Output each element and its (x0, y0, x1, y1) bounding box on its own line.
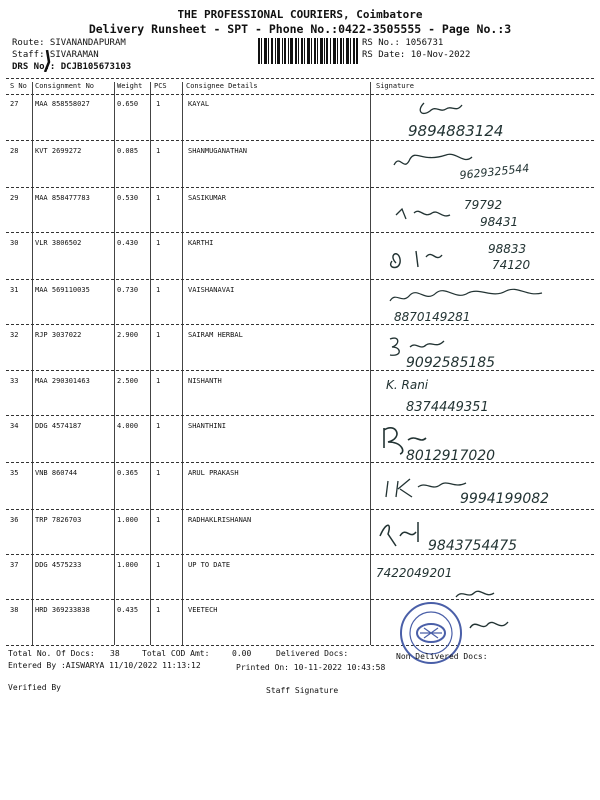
signature-row-27 (376, 97, 592, 141)
svg-text:98833: 98833 (488, 242, 527, 256)
pen-mark (40, 50, 54, 72)
row-sno: 28 (10, 147, 19, 155)
svg-text:8012917020: 8012917020 (406, 448, 496, 462)
row-consignee: SASIKUMAR (188, 194, 226, 202)
row-sno: 37 (10, 561, 19, 569)
barcode (258, 38, 358, 64)
svg-text:74120: 74120 (492, 258, 531, 272)
staff-label: Staff: SIVARAMAN (12, 50, 99, 60)
row-consignment: MAA 858558027 (35, 100, 90, 108)
row-pcs: 1 (156, 331, 161, 339)
row-consignee: KAYAL (188, 100, 210, 108)
verified-by: Verified By (8, 683, 61, 692)
svg-text:9092585185: 9092585185 (406, 355, 496, 371)
row-consignment: HRD 369233838 (35, 606, 90, 614)
row-weight: 0.085 (117, 147, 139, 155)
row-rule (6, 187, 594, 188)
signature-row-32 (376, 327, 592, 371)
row-sno: 33 (10, 377, 19, 385)
row-consignment: KVT 2699272 (35, 147, 82, 155)
row-sno: 31 (10, 286, 19, 294)
row-rule (6, 509, 594, 510)
signature-row-31 (376, 281, 592, 325)
row-rule (6, 462, 594, 463)
total-docs-value: 38 (110, 649, 120, 658)
row-consignee: NISHANTH (188, 377, 222, 385)
row-weight: 0.730 (117, 286, 139, 294)
row-sno: 34 (10, 422, 19, 430)
row-weight: 1.000 (117, 561, 139, 569)
row-weight: 0.435 (117, 606, 139, 614)
signature-row-36 (376, 512, 592, 556)
row-weight: 2.900 (117, 331, 139, 339)
row-sno: 38 (10, 606, 19, 614)
row-consignee: ARUL PRAKASH (188, 469, 239, 477)
cod-label: Total COD Amt: (142, 649, 210, 658)
svg-text:8870149281: 8870149281 (394, 310, 471, 324)
svg-text:8374449351: 8374449351 (406, 400, 489, 415)
row-consignment: DDG 4574187 (35, 422, 82, 430)
total-docs-label: Total No. Of Docs: (8, 649, 95, 658)
svg-text:9994199082: 9994199082 (460, 491, 550, 507)
row-pcs: 1 (156, 606, 161, 614)
col-header-pcs: PCS (154, 82, 167, 90)
row-sno: 30 (10, 239, 19, 247)
printed-on: Printed On: 10-11-2022 10:43:58 (236, 663, 386, 672)
row-weight: 0.530 (117, 194, 139, 202)
row-pcs: 1 (156, 286, 161, 294)
col-header-signature: Signature (376, 82, 414, 90)
row-consignee: KARTHI (188, 239, 214, 247)
svg-text:9629325544: 9629325544 (458, 161, 530, 182)
row-weight: 4.000 (117, 422, 139, 430)
row-rule (6, 279, 594, 280)
row-consignee: RADHAKLRISHANAN (188, 516, 252, 524)
signature-row-37 (376, 557, 592, 601)
svg-text:7422049201: 7422049201 (376, 566, 453, 580)
row-consignee: UP TO DATE (188, 561, 231, 569)
row-consignment: VLR 3806502 (35, 239, 82, 247)
row-consignee: SHANMUGANATHAN (188, 147, 248, 155)
row-weight: 1.000 (117, 516, 139, 524)
row-consignment: TRP 7826703 (35, 516, 82, 524)
signature-row-29 (376, 189, 592, 233)
row-consignment: MAA 858477783 (35, 194, 90, 202)
row-pcs: 1 (156, 194, 161, 202)
row-consignment: MAA 569110035 (35, 286, 90, 294)
non-delivered-docs-label: Non Delivered Docs: (396, 652, 488, 661)
signature-row-35 (376, 465, 592, 509)
company-title: THE PROFESSIONAL COURIERS, Coimbatore (177, 8, 423, 21)
row-consignment: VNB 860744 (35, 469, 78, 477)
row-pcs: 1 (156, 561, 161, 569)
row-consignee: SAIRAM HERBAL (188, 331, 243, 339)
row-sno: 36 (10, 516, 19, 524)
delivered-docs-label: Delivered Docs: (276, 649, 349, 658)
row-sno: 32 (10, 331, 19, 339)
cod-value: 0.00 (232, 649, 252, 658)
row-sno: 27 (10, 100, 19, 108)
svg-text:9894883124: 9894883124 (408, 122, 504, 140)
svg-text:9843754475: 9843754475 (428, 538, 518, 554)
row-sno: 29 (10, 194, 19, 202)
row-weight: 0.365 (117, 469, 139, 477)
row-consignment: DDG 4575233 (35, 561, 82, 569)
col-header-weight: Weight (117, 82, 143, 90)
row-pcs: 1 (156, 100, 161, 108)
signature-row-28 (376, 143, 592, 187)
staff-signature: Staff Signature (266, 686, 339, 695)
signature-row-34 (376, 418, 592, 462)
row-pcs: 1 (156, 147, 161, 155)
row-consignee: VAISHANAVAI (188, 286, 235, 294)
row-pcs: 1 (156, 516, 161, 524)
row-consignment: MAA 290301463 (35, 377, 90, 385)
row-pcs: 1 (156, 469, 161, 477)
row-consignee: VEETECH (188, 606, 218, 614)
rs-date: RS Date: 10-Nov-2022 (362, 50, 471, 60)
table-top-rule (6, 78, 594, 79)
rs-number: RS No.: 1056731 (362, 38, 444, 48)
row-sno: 35 (10, 469, 19, 477)
row-pcs: 1 (156, 239, 161, 247)
signature-row-30 (376, 235, 592, 279)
route-label: Route: SIVANANDAPURAM (12, 38, 126, 48)
entered-by: Entered By :AISWARYA 11/10/2022 11:13:12 (8, 661, 201, 670)
header-bottom-rule (6, 94, 594, 95)
svg-text:98431: 98431 (480, 215, 519, 229)
row-weight: 0.430 (117, 239, 139, 247)
row-weight: 2.500 (117, 377, 139, 385)
row-weight: 0.650 (117, 100, 139, 108)
row-pcs: 1 (156, 422, 161, 430)
signature-row-33 (376, 373, 592, 417)
runsheet-subtitle: Delivery Runsheet - SPT - Phone No.:0422-3505555 - Page No.:3 (88, 22, 512, 36)
drs-number: DRS No.: DCJB105673103 (12, 62, 132, 72)
svg-text:79792: 79792 (464, 198, 503, 212)
row-consignment: RJP 3037022 (35, 331, 82, 339)
row-consignee: SHANTHINI (188, 422, 226, 430)
col-header-details: Consignee Details (186, 82, 258, 90)
col-header-consignment: Consignment No (35, 82, 95, 90)
col-header-sno: S No (10, 82, 27, 90)
row-pcs: 1 (156, 377, 161, 385)
svg-text:K. Rani: K. Rani (386, 378, 429, 392)
